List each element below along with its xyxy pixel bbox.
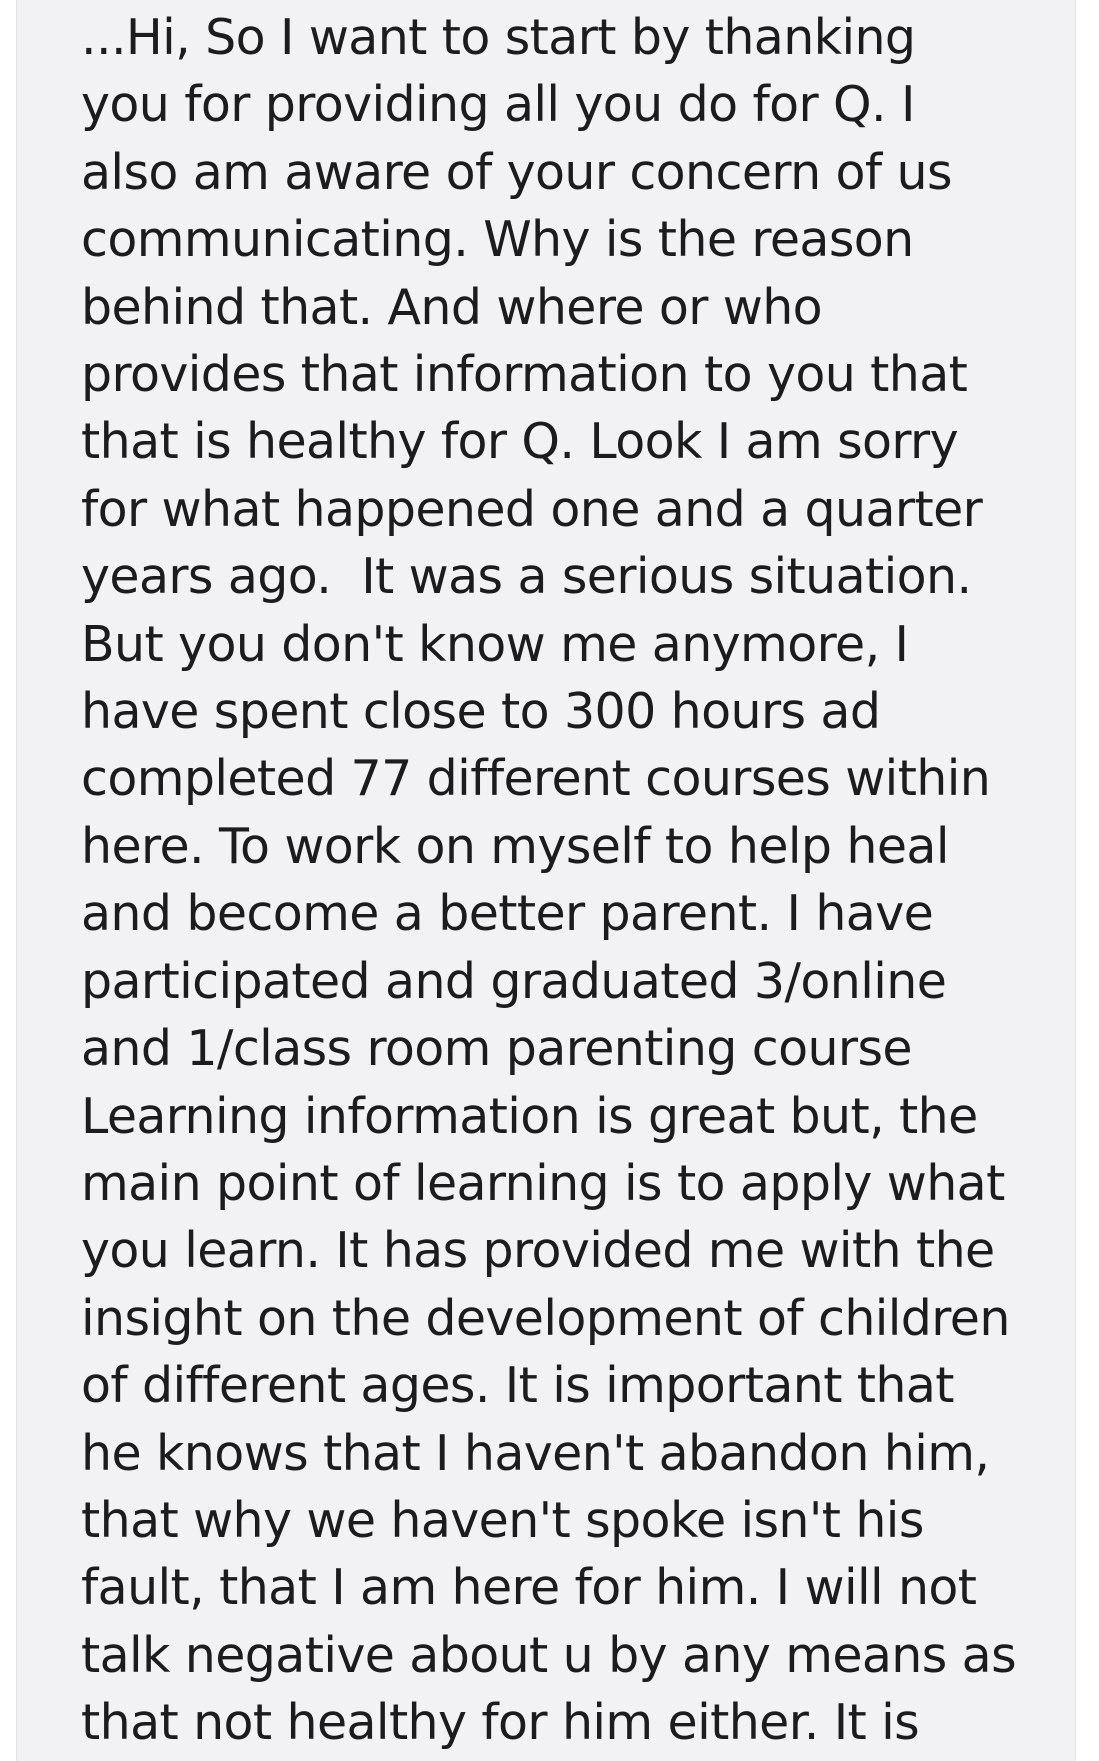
- message-line: main point of learning is to apply what: [81, 1154, 1005, 1212]
- message-line: and 1/class room parenting course: [81, 1020, 912, 1078]
- message-line: also am aware of your concern of us: [81, 143, 952, 201]
- message-line: participated and graduated 3/online: [81, 952, 947, 1010]
- message-line: fault, that I am here for him. I will not: [81, 1559, 977, 1617]
- message-line: behind that. And where or who: [81, 278, 823, 336]
- message-line: you learn. It has provided me with the: [81, 1222, 995, 1280]
- message-line: you for providing all you do for Q. I: [81, 76, 915, 134]
- message-line: that why we haven't spoke isn't his: [81, 1491, 924, 1549]
- message-line: that not healthy for him either. It is: [81, 1694, 920, 1752]
- message-text: [81, 4, 1081, 1757]
- message-line: insight on the development of children: [81, 1289, 1010, 1347]
- message-line: of different ages. It is important that: [81, 1357, 954, 1415]
- message-line: communicating. Why is the reason: [81, 211, 914, 269]
- message-line: that is healthy for Q. Look I am sorry: [81, 413, 959, 471]
- message-line: here. To work on myself to help heal: [81, 817, 949, 875]
- message-line: and become a better parent. I have: [81, 885, 934, 943]
- message-line: ...Hi, So I want to start by thanking: [81, 9, 916, 66]
- message-line: years ago. It was a serious situation.: [81, 548, 972, 606]
- message-line: talk negative about u by any means as: [81, 1626, 1017, 1684]
- message-line: have spent close to 300 hours ad: [81, 683, 881, 741]
- message-bubble: [16, 0, 1076, 1761]
- message-line: for what happened one and a quarter: [81, 480, 983, 538]
- message-line: Learning information is great but, the: [81, 1087, 978, 1145]
- message-line: provides that information to you that: [81, 346, 968, 404]
- message-line: he knows that I haven't abandon him,: [81, 1424, 990, 1482]
- message-line: completed 77 different courses within: [81, 750, 991, 808]
- message-line: But you don't know me anymore, I: [81, 615, 909, 673]
